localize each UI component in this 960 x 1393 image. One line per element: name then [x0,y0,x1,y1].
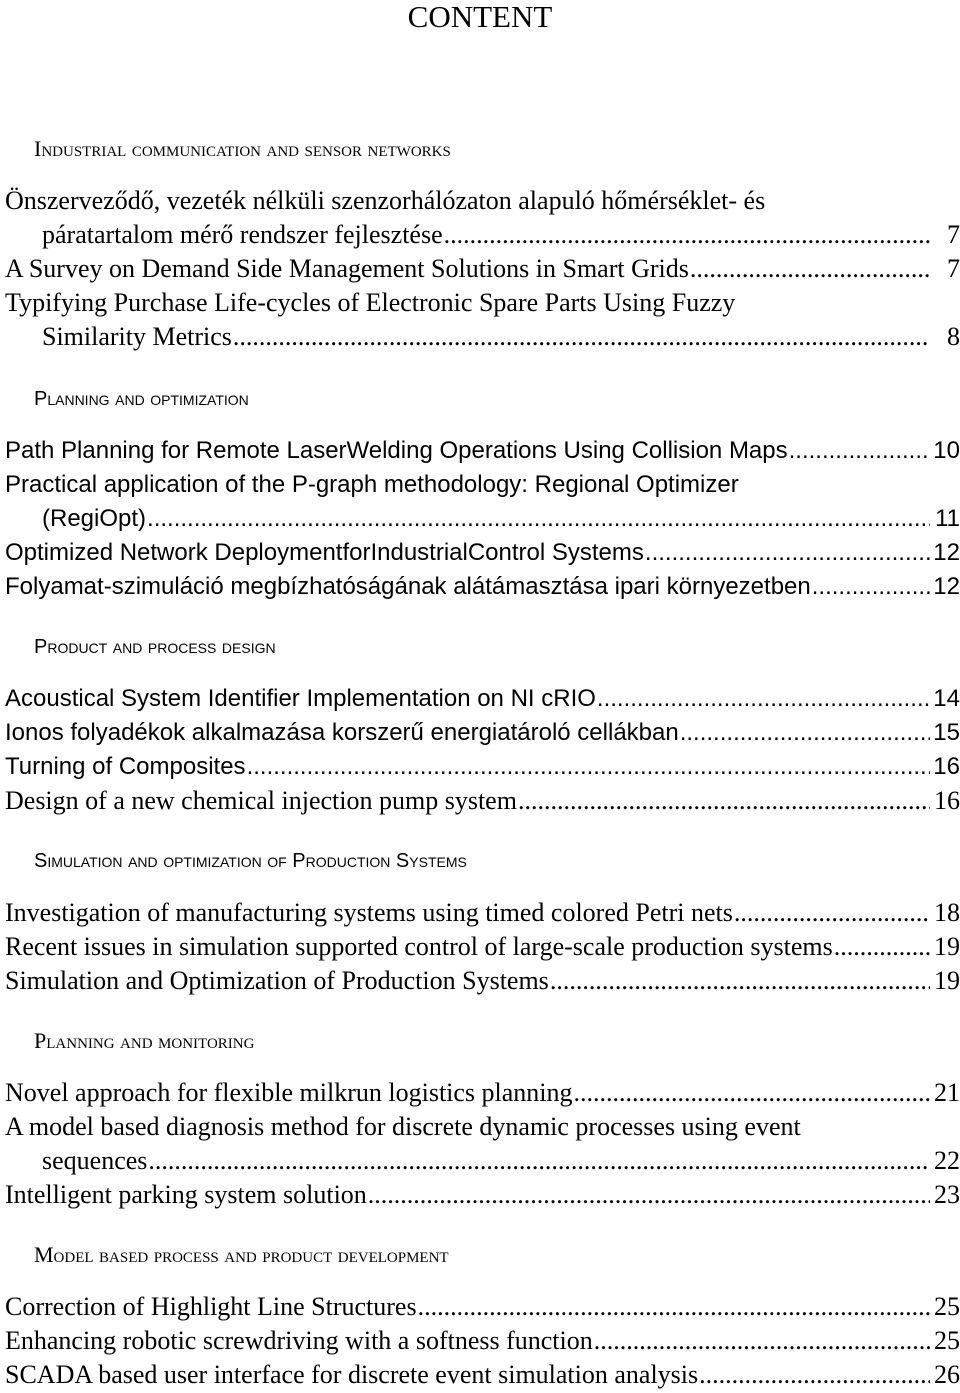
dot-leader [444,218,930,252]
dot-leader [690,252,930,286]
toc-entry-title: Acoustical System Identifier Implementation on NI cRIO [5,685,596,712]
toc-page-number: 16 [933,753,960,780]
toc-entry-title: Similarity Metrics [42,322,232,351]
toc-page-number: 12 [933,539,960,566]
toc-entry-title: Önszerveződő, vezeték nélküli szenzorhálózaton alapuló hőmérséklet- és [5,186,766,215]
toc-entry-title: Folyamat-szimuláció megbízhatóságának alátámasztása ipari környezetben [5,573,811,600]
toc-entry[interactable] [5,1290,960,1324]
toc-entry-title: SCADA based user interface for discrete event simulation analysis [5,1360,699,1389]
toc-entry[interactable] [5,570,960,604]
toc-page-number: 8 [947,322,960,351]
toc-page-number: 11 [935,505,960,532]
toc-entry[interactable] [5,1076,960,1110]
toc-entry[interactable] [5,930,960,964]
toc-entry-title: A Survey on Demand Side Management Solutions in Smart Grids [5,254,689,283]
toc-page-number: 19 [934,966,960,995]
toc-page-number: 21 [934,1078,960,1107]
toc-page-number: 19 [934,932,960,961]
toc-entry[interactable] [5,682,960,716]
page-title: CONTENT [407,0,553,34]
toc-entry[interactable] [5,536,960,570]
section-heading: Planning and optimization [34,388,249,410]
dot-leader [574,1076,930,1110]
dot-leader [680,716,930,750]
dot-leader [812,570,930,604]
toc-entry-title: Optimized Network DeploymentforIndustrialControl Systems [5,539,644,566]
toc-entry-title: Recent issues in simulation supported control of large-scale production systems [5,932,833,961]
toc-entry[interactable] [5,964,960,998]
toc-entry[interactable] [5,434,960,468]
dot-leader [734,896,930,930]
toc-entry-title: Correction of Highlight Line Structures [5,1292,417,1321]
section-heading: Simulation and optimization of Production Systems [34,850,467,872]
toc-page-number: 7 [947,220,960,249]
section-heading: Model based process and product development [34,1242,449,1267]
toc-page-number: 12 [933,573,960,600]
toc-entry[interactable] [5,286,960,354]
toc-page-number: 18 [934,898,960,927]
toc-page-number: 22 [934,1146,960,1175]
toc-entry-title: Path Planning for Remote LaserWelding Operations Using Collision Maps [5,437,788,464]
toc-entry[interactable] [5,784,960,818]
toc-page-number: 14 [933,685,960,712]
toc-entry-title: páratartalom mérő rendszer fejlesztése [42,220,443,249]
toc-page-number: 26 [934,1360,960,1389]
toc-entry[interactable] [5,1324,960,1358]
dot-leader [699,1358,930,1392]
toc-entry-title: A model based diagnosis method for discrete dynamic processes using event [5,1112,801,1141]
toc-page-number: 16 [934,786,960,815]
toc-entry-title: Enhancing robotic screwdriving with a softness function [5,1326,593,1355]
toc-entry-title: Typifying Purchase Life-cycles of Electronic Spare Parts Using Fuzzy [5,288,736,317]
toc-entry[interactable] [5,896,960,930]
toc-page-number: 25 [934,1326,960,1355]
dot-leader [594,1324,930,1358]
dot-leader [645,536,930,570]
dot-leader [550,964,930,998]
toc-entry[interactable] [5,1358,960,1392]
toc-entry-title: Turning of Composites [5,753,246,780]
toc-page-number: 15 [933,719,960,746]
toc-entry[interactable] [5,750,960,784]
toc-entry-title: Design of a new chemical injection pump system [5,786,517,815]
section-heading: Product and process design [34,636,276,658]
toc-entry-title: Novel approach for flexible milkrun logistics planning [5,1078,573,1107]
dot-leader [597,682,930,716]
dot-leader [789,434,930,468]
dot-leader [233,320,930,354]
toc-page-number: 25 [934,1292,960,1321]
toc-entry-title: sequences [42,1146,148,1175]
dot-leader [518,784,930,818]
toc-entry[interactable] [5,184,960,252]
toc-page-number: 7 [947,254,960,283]
toc-entry-title: Practical application of the P-graph methodology: Regional Optimizer [5,471,739,498]
dot-leader [148,1144,930,1178]
dot-leader [147,502,930,536]
dot-leader [247,750,930,784]
toc-entry[interactable] [5,1178,960,1212]
section-heading: Industrial communication and sensor networks [34,136,451,161]
toc-entry[interactable] [5,252,960,286]
toc-entry-title: Investigation of manufacturing systems using timed colored Petri nets [5,898,733,927]
dot-leader [418,1290,930,1324]
toc-entry[interactable] [5,468,960,536]
toc-entry-title: Simulation and Optimization of Production Systems [5,966,549,995]
toc-page-number: 23 [934,1180,960,1209]
toc-entry-title: Intelligent parking system solution [5,1180,367,1209]
toc-entry[interactable] [5,716,960,750]
dot-leader [834,930,930,964]
section-heading: Planning and monitoring [34,1028,255,1053]
dot-leader [368,1178,930,1212]
toc-entry[interactable] [5,1110,960,1178]
toc-page-number: 10 [933,437,960,464]
toc-entry-title: Ionos folyadékok alkalmazása korszerű energiatároló cellákban [5,719,679,746]
toc-entry-title: (RegiOpt) [42,505,147,532]
